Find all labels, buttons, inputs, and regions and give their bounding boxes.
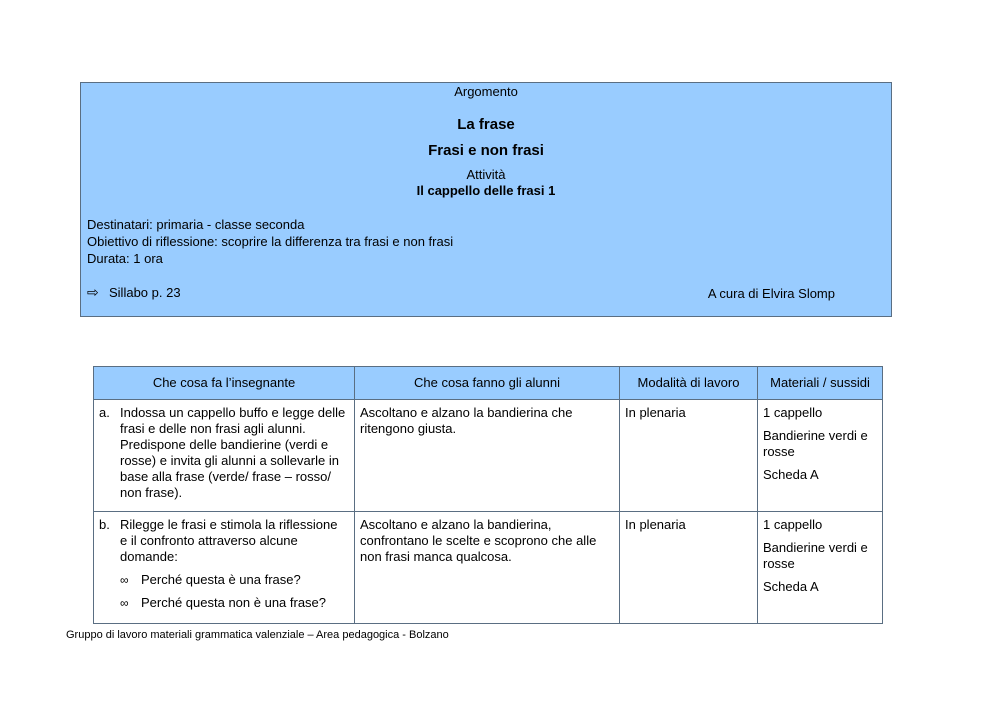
question-text: Perché questa è una frase?	[141, 572, 301, 587]
attivita-label: Attività	[466, 167, 506, 182]
curator-text: A cura di Elvira Slomp	[707, 286, 835, 301]
infinity-bullet-icon: ∞	[120, 573, 129, 587]
table-header-row	[94, 367, 883, 400]
table-row	[94, 512, 883, 624]
cell-insegnante	[94, 512, 355, 624]
activity-name: Il cappello delle frasi 1	[416, 183, 556, 198]
durata-text: Durata: 1 ora	[87, 251, 163, 266]
destinatari-text: Destinatari: primaria - classe seconda	[87, 217, 305, 232]
arrow-right-icon: ⇨	[87, 284, 99, 300]
sillabo-text: Sillabo p. 23	[109, 285, 181, 300]
argomento-label: Argomento	[454, 84, 518, 99]
header-insegnante: Che cosa fa l’insegnante	[94, 367, 355, 400]
topic-title: La frase	[457, 116, 515, 133]
sillabo-reference	[87, 284, 181, 301]
activity-header-box	[80, 82, 892, 317]
obiettivo-text: Obiettivo di riflessione: scoprire la differenza tra frasi e non frasi	[87, 234, 454, 249]
topic-subtitle: Frasi e non frasi	[428, 142, 544, 159]
cell-modalita: In plenaria	[620, 400, 758, 512]
cell-alunni: Ascoltano e alzano la bandierina che ritengono giusta.	[355, 400, 620, 512]
materiale-item: Bandierine verdi e rosse	[763, 540, 868, 571]
materiale-item: Scheda A	[763, 467, 819, 482]
materiale-item: Scheda A	[763, 579, 819, 594]
step-text: Rilegge le frasi e stimola la riflessione e il confronto attraverso alcune domande:	[120, 517, 338, 564]
header-alunni: Che cosa fanno gli alunni	[355, 367, 620, 400]
cell-modalita: In plenaria	[620, 512, 758, 624]
lesson-plan-table	[93, 366, 883, 624]
cell-insegnante	[94, 400, 355, 512]
step-label: a.	[99, 405, 110, 420]
header-materiali: Materiali / sussidi	[758, 367, 883, 400]
infinity-bullet-icon: ∞	[120, 596, 129, 610]
question-item	[99, 572, 348, 588]
activity-info	[87, 216, 453, 267]
page-footer: Gruppo di lavoro materiali grammatica valenziale – Area pedagogica - Bolzano	[66, 629, 449, 641]
cell-materiali	[758, 400, 883, 512]
materiale-item: Bandierine verdi e rosse	[763, 428, 868, 459]
materiale-item: 1 cappello	[763, 517, 823, 532]
step-label: b.	[99, 517, 110, 532]
table-row	[94, 400, 883, 512]
header-modalita: Modalità di lavoro	[620, 367, 758, 400]
cell-alunni: Ascoltano e alzano la bandierina, confrontano le scelte e scoprono che alle non frasi manca qualcosa.	[355, 512, 620, 624]
materiale-item: 1 cappello	[763, 405, 823, 420]
question-text: Perché questa non è una frase?	[141, 595, 327, 610]
cell-materiali	[758, 512, 883, 624]
step-text: Indossa un cappello buffo e legge delle frasi e delle non frasi agli alunni. Predispone delle bandierine (verdi e rosse) e invita gli alunni a sollevarle in base alla frase (verde/ frase – rosso/ non frase).	[120, 405, 346, 500]
question-item	[99, 595, 348, 611]
